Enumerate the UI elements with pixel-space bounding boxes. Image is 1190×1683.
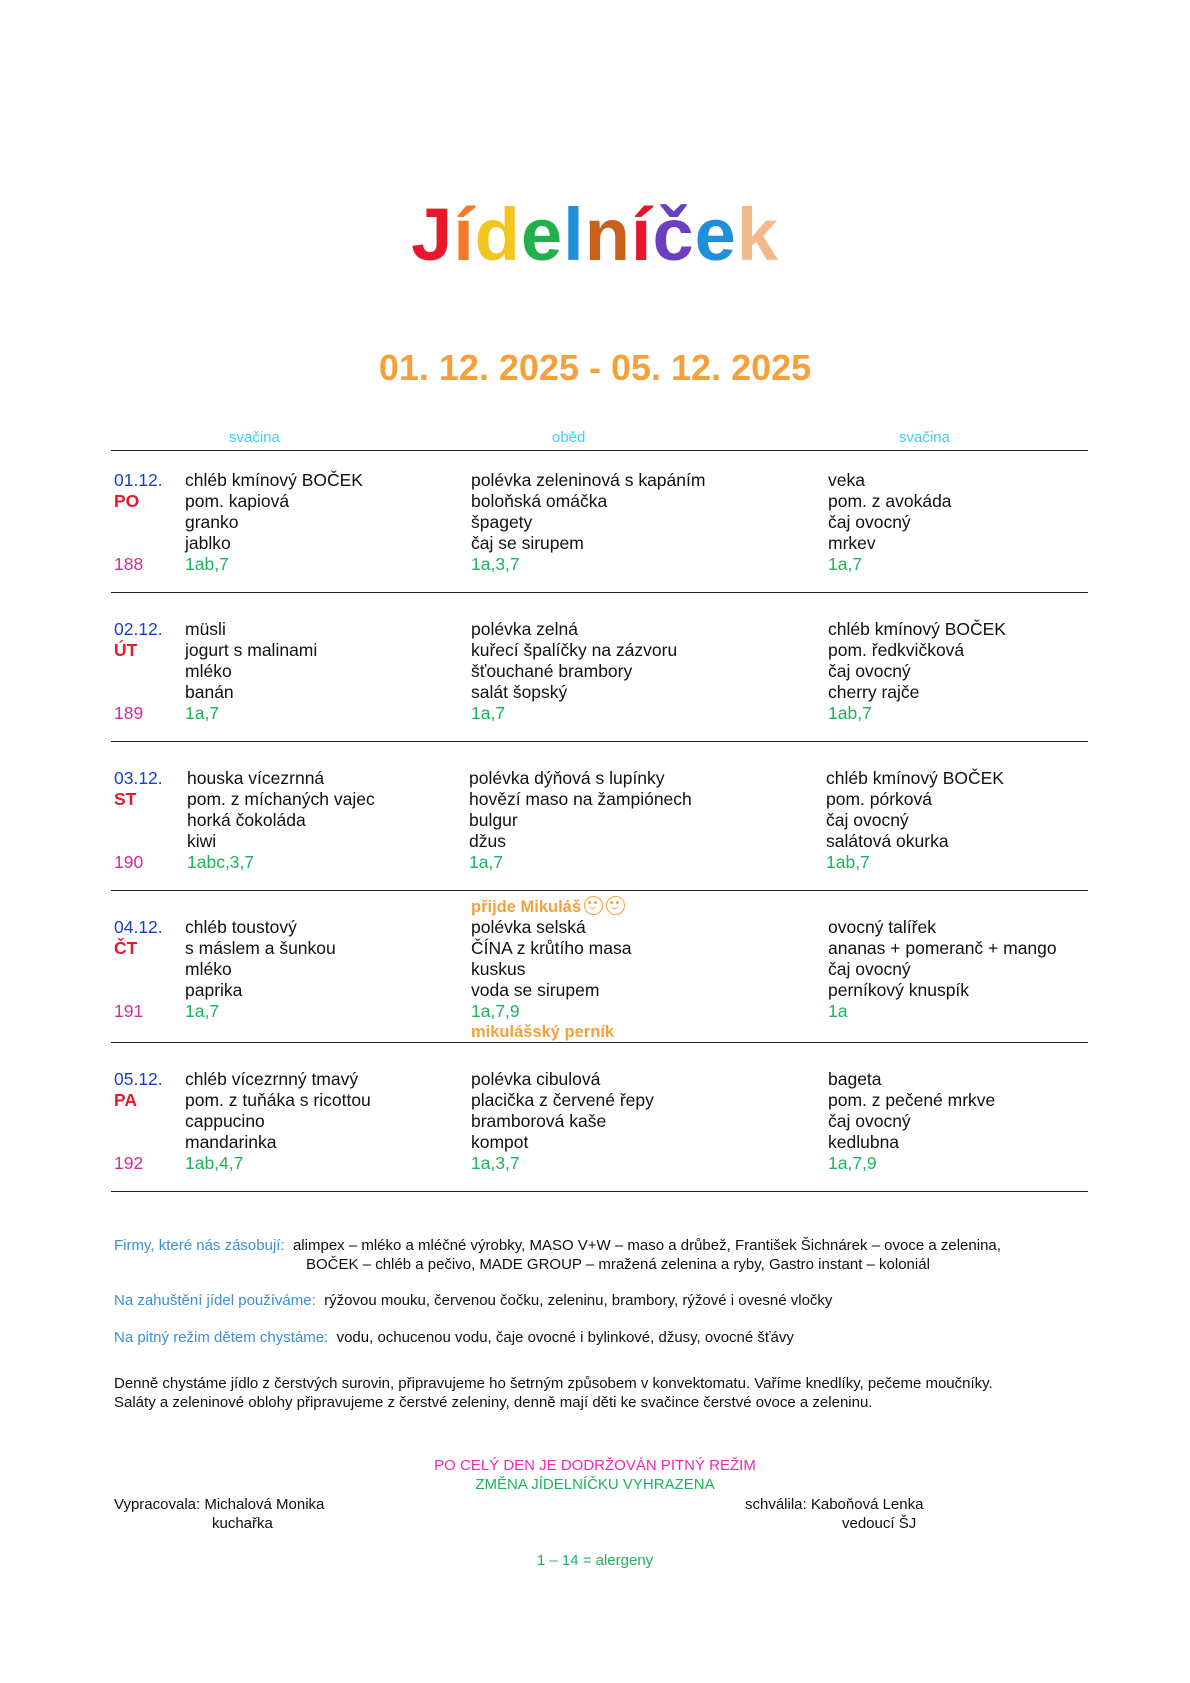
lunch-allergens: 1a,3,7 bbox=[471, 1153, 520, 1173]
day-abbr: ČT bbox=[114, 938, 138, 958]
day-divider bbox=[111, 890, 1088, 891]
day-date: 02.12. bbox=[114, 619, 163, 639]
snack1-allergens: 1abc,3,7 bbox=[187, 852, 255, 872]
day-number: 189 bbox=[114, 703, 144, 723]
drinking-block bbox=[114, 1328, 794, 1347]
snack2-item: čaj ovocný bbox=[828, 1111, 911, 1131]
date-range: 01. 12. 2025 - 05. 12. 2025 bbox=[378, 347, 812, 388]
lunch-item: ČÍNA z krůtího masa bbox=[471, 938, 632, 958]
day-divider bbox=[111, 741, 1088, 742]
day-number: 188 bbox=[114, 554, 144, 574]
suppliers-block bbox=[114, 1236, 1001, 1255]
day-date: 01.12. bbox=[114, 470, 163, 490]
snack2-item: pom. ředkvičková bbox=[828, 640, 965, 660]
lunch-item: bramborová kaše bbox=[471, 1111, 607, 1131]
snack1-allergens: 1ab,4,7 bbox=[185, 1153, 244, 1173]
lunch-allergens: 1a,7 bbox=[471, 703, 506, 723]
snack1-item: chléb toustový bbox=[185, 917, 297, 937]
page-title bbox=[0, 193, 1190, 276]
snack2-item: salátová okurka bbox=[826, 831, 949, 851]
lunch-item: salát šopský bbox=[471, 682, 568, 702]
lunch-item: boloňská omáčka bbox=[471, 491, 608, 511]
day-row bbox=[111, 768, 1088, 917]
snack1-item: chléb vícezrnný tmavý bbox=[185, 1069, 359, 1089]
lunch-item: polévka dýňová s lupínky bbox=[469, 768, 665, 788]
snack2-item: pom. pórková bbox=[826, 789, 933, 809]
snack1-item: horká čokoláda bbox=[187, 810, 306, 830]
snack1-item: müsli bbox=[185, 619, 226, 639]
day-date: 03.12. bbox=[114, 768, 163, 788]
notice-drinking-regime: PO CELÝ DEN JE DODRŽOVÁN PITNÝ REŽIM bbox=[434, 1457, 756, 1474]
approved-by-role: vedoucí ŠJ bbox=[842, 1515, 917, 1532]
lunch-item: placička z červené řepy bbox=[471, 1090, 654, 1110]
snack1-item: chléb kmínový BOČEK bbox=[185, 470, 363, 490]
title-letter: k bbox=[736, 193, 779, 276]
snack2-item: cherry rajče bbox=[828, 682, 920, 702]
snack1-item: jablko bbox=[185, 533, 231, 553]
snack1-allergens: 1a,7 bbox=[185, 703, 220, 723]
special-event bbox=[471, 896, 625, 918]
day-divider bbox=[111, 592, 1088, 593]
snack2-allergens: 1a,7 bbox=[828, 554, 863, 574]
snack1-item: banán bbox=[185, 682, 234, 702]
snack2-item: veka bbox=[828, 470, 865, 490]
day-number: 191 bbox=[114, 1001, 144, 1021]
lunch-item: polévka zeleninová s kapáním bbox=[471, 470, 706, 490]
snack1-item: jogurt s malinami bbox=[185, 640, 318, 660]
special-event-text: přijde Mikuláš bbox=[471, 898, 582, 916]
snack2-item: pom. z pečené mrkve bbox=[828, 1090, 996, 1110]
lunch-item: šťouchané brambory bbox=[471, 661, 633, 681]
title-letter: í bbox=[453, 193, 475, 276]
snack2-allergens: 1ab,7 bbox=[826, 852, 870, 872]
lunch-allergens: 1a,3,7 bbox=[471, 554, 520, 574]
snack1-item: pom. kapiová bbox=[185, 491, 290, 511]
smile-icon bbox=[584, 896, 603, 915]
thickening-block bbox=[114, 1291, 832, 1310]
snack2-item: chléb kmínový BOČEK bbox=[826, 768, 1004, 788]
lunch-item: kompot bbox=[471, 1132, 529, 1152]
day-date: 04.12. bbox=[114, 917, 163, 937]
lunch-item: kuskus bbox=[471, 959, 526, 979]
thickening-label: Na zahuštění jídel používáme: bbox=[114, 1292, 316, 1309]
day-row bbox=[111, 898, 1088, 1069]
column-header-snack2: svačina bbox=[899, 429, 950, 446]
suppliers-label: Firmy, které nás zásobují: bbox=[114, 1237, 285, 1254]
snack1-item: mléko bbox=[185, 661, 232, 681]
thickening-text: rýžovou mouku, červenou čočku, zeleninu, brambory, rýžové i ovesné vločky bbox=[324, 1292, 833, 1309]
snack1-item: pom. z míchaných vajec bbox=[187, 789, 375, 809]
day-abbr: ST bbox=[114, 789, 137, 809]
day-number: 192 bbox=[114, 1153, 144, 1173]
day-abbr: PA bbox=[114, 1090, 138, 1110]
snack1-item: houska vícezrnná bbox=[187, 768, 325, 788]
lunch-item: polévka selská bbox=[471, 917, 586, 937]
title-letter: e bbox=[694, 193, 737, 276]
snack2-allergens: 1ab,7 bbox=[828, 703, 872, 723]
drinking-text: vodu, ochucenou vodu, čaje ovocné i bylinkové, džusy, ovocné šťávy bbox=[336, 1329, 794, 1346]
day-row bbox=[111, 1069, 1088, 1218]
snack1-allergens: 1a,7 bbox=[185, 1001, 220, 1021]
snack1-item: pom. z tuňáka s ricottou bbox=[185, 1090, 371, 1110]
lunch-allergens: 1a,7,9 bbox=[471, 1001, 520, 1021]
allergen-note: 1 – 14 = alergeny bbox=[536, 1552, 654, 1569]
snack2-item: čaj ovocný bbox=[828, 959, 911, 979]
snack2-item: ananas + pomeranč + mango bbox=[828, 938, 1057, 958]
column-header-lunch: oběd bbox=[552, 429, 586, 446]
title-letter: J bbox=[411, 193, 454, 276]
title-letter: e bbox=[520, 193, 564, 276]
lunch-item: špagety bbox=[471, 512, 533, 532]
suppliers-line2: BOČEK – chléb a pečivo, MADE GROUP – mražená zelenina a ryby, Gastro instant – koloniál bbox=[306, 1256, 930, 1273]
snack2-item: perníkový knuspík bbox=[828, 980, 970, 1000]
title-letter: č bbox=[652, 193, 695, 276]
column-header-snack1: svačina bbox=[229, 429, 280, 446]
snack2-item: čaj ovocný bbox=[826, 810, 909, 830]
snack2-allergens: 1a,7,9 bbox=[828, 1153, 877, 1173]
snack2-item: ovocný talířek bbox=[828, 917, 936, 937]
approved-by: schválila: Kaboňová Lenka bbox=[745, 1496, 924, 1513]
snack1-allergens: 1ab,7 bbox=[185, 554, 229, 574]
title-letter: l bbox=[563, 193, 585, 276]
lunch-item: voda se sirupem bbox=[471, 980, 600, 1000]
snack1-item: cappucino bbox=[185, 1111, 265, 1131]
lunch-item: polévka cibulová bbox=[471, 1069, 601, 1089]
snack1-item: paprika bbox=[185, 980, 243, 1000]
snack2-item: bageta bbox=[828, 1069, 882, 1089]
header-divider bbox=[111, 450, 1088, 451]
snack2-item: pom. z avokáda bbox=[828, 491, 952, 511]
lunch-item: hovězí maso na žampiónech bbox=[469, 789, 692, 809]
smile-icon bbox=[606, 896, 625, 915]
title-letter: í bbox=[630, 193, 653, 276]
day-divider bbox=[111, 1042, 1088, 1043]
lunch-item: bulgur bbox=[469, 810, 518, 830]
lunch-item: džus bbox=[469, 831, 506, 851]
notice-menu-change: ZMĚNA JÍDELNÍČKU VYHRAZENA bbox=[475, 1476, 715, 1493]
day-abbr: PO bbox=[114, 491, 140, 511]
day-row bbox=[111, 619, 1088, 768]
drinking-label: Na pitný režim dětem chystáme: bbox=[114, 1329, 329, 1346]
suppliers-line1: alimpex – mléko a mléčné výrobky, MASO V+W – maso a drůbež, František Šichnárek – ovoce a zelenina, bbox=[292, 1237, 1001, 1254]
snack2-item: mrkev bbox=[828, 533, 876, 553]
lunch-item: čaj se sirupem bbox=[471, 533, 584, 553]
day-number: 190 bbox=[114, 852, 144, 872]
prepared-by-role: kuchařka bbox=[212, 1515, 273, 1532]
prepared-by: Vypracovala: Michalová Monika bbox=[114, 1496, 325, 1513]
title-letter: n bbox=[584, 193, 631, 276]
title-letter: d bbox=[474, 193, 521, 276]
snack2-item: chléb kmínový BOČEK bbox=[828, 619, 1006, 639]
special-dessert: mikulášský perník bbox=[471, 1023, 615, 1041]
lunch-item: kuřecí špalíčky na zázvoru bbox=[471, 640, 678, 660]
snack1-item: mléko bbox=[185, 959, 232, 979]
paragraph-line2: Saláty a zeleninové oblohy připravujeme z čerstvé zeleniny, denně mají děti ke svačince čerstvé ovoce a zeleninu. bbox=[114, 1394, 873, 1411]
day-date: 05.12. bbox=[114, 1069, 163, 1089]
snack2-allergens: 1a bbox=[828, 1001, 848, 1021]
lunch-allergens: 1a,7 bbox=[469, 852, 504, 872]
snack1-item: s máslem a šunkou bbox=[185, 938, 336, 958]
snack1-item: granko bbox=[185, 512, 239, 532]
lunch-item: polévka zelná bbox=[471, 619, 579, 639]
snack2-item: čaj ovocný bbox=[828, 661, 911, 681]
snack1-item: mandarinka bbox=[185, 1132, 277, 1152]
day-row bbox=[111, 470, 1088, 619]
snack2-item: kedlubna bbox=[828, 1132, 900, 1152]
day-abbr: ÚT bbox=[114, 640, 138, 660]
day-divider bbox=[111, 1191, 1088, 1192]
snack1-item: kiwi bbox=[187, 831, 217, 851]
snack2-item: čaj ovocný bbox=[828, 512, 911, 532]
paragraph-line1: Denně chystáme jídlo z čerstvých surovin, připravujeme ho šetrným způsobem v konvektomatu. Vaříme knedlíky, pečeme moučníky. bbox=[114, 1375, 993, 1392]
